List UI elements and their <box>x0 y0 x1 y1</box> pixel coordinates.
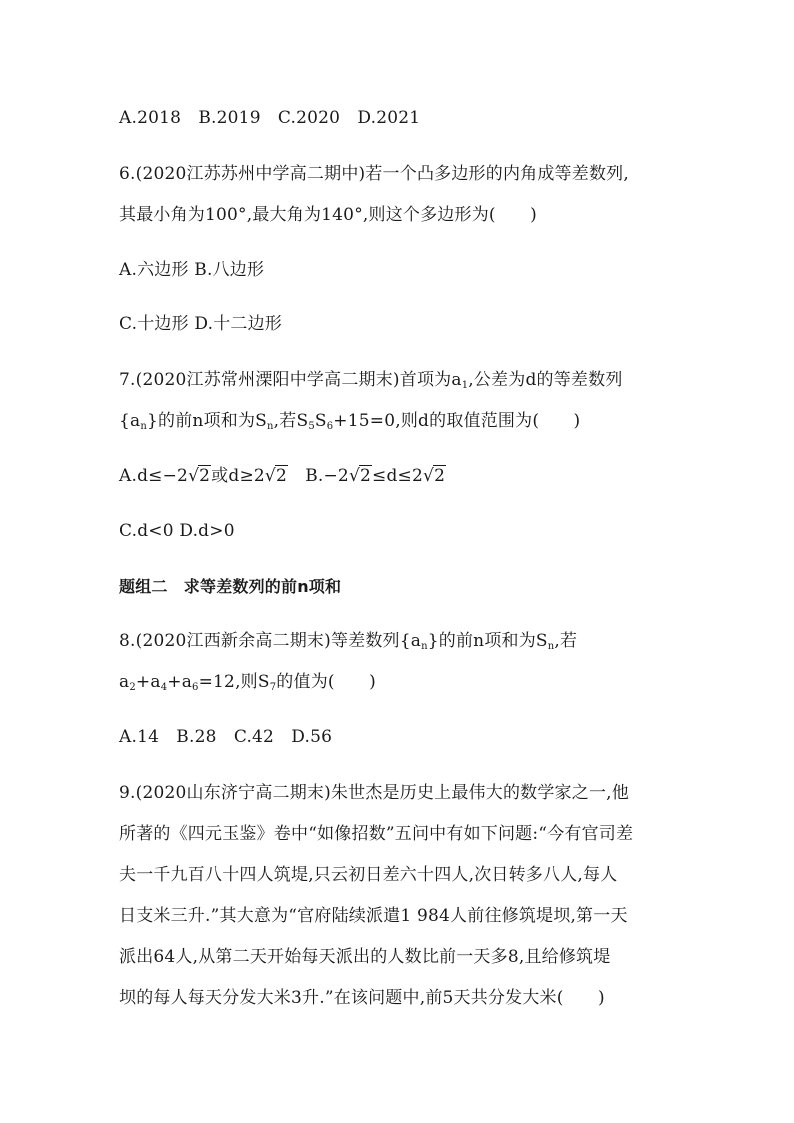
q5-options: A.2018 B.2019 C.2020 D.2021 <box>119 108 421 128</box>
q7-stem-line2: $\{a_n\}$的前n项和为$S_n$,若$S_5S_6+15=0$,则d的取值范围为( ) <box>119 411 581 432</box>
q6-options-ab: A.六边形 B.八边形 <box>119 260 265 280</box>
q6-stem-line1: 6.(2020江苏苏州中学高二期中)若一个凸多边形的内角成等差数列, <box>119 164 629 184</box>
q9-stem-line5: 派出64人,从第二天开始每天派出的人数比前一天多8,且给修筑堤 <box>119 947 611 967</box>
q9-stem-line2: 所著的《四元玉鉴》卷中“如像招数”五问中有如下问题:“今有官司差 <box>119 824 634 844</box>
q9-stem-line1: 9.(2020山东济宁高二期末)朱世杰是历史上最伟大的数学家之一,他 <box>119 783 629 803</box>
q7-options-ab: A.d≤−2√2或d≥2√2 B.−2√2≤d≤2√2 <box>119 466 446 486</box>
q7-options-cd: C.d<0 D.d>0 <box>119 521 235 541</box>
q9-stem-line4: 日支米三升.”其大意为“官府陆续派遣1 984人前往修筑堤坝,第一天 <box>119 906 628 926</box>
q8-stem-line1: 8.(2020江西新余高二期末)等差数列$\{a_n\}$的前n项和为$S_n$,若 <box>119 631 578 652</box>
q9-stem-line3: 夫一千九百八十四人筑堤,只云初日差六十四人,次日转多八人,每人 <box>119 865 618 885</box>
q7-stem-line1: 7.(2020江苏常州溧阳中学高二期末)首项为$a_1$,公差为d的等差数列 <box>119 370 623 391</box>
section-heading: 题组二 求等差数列的前n项和 <box>119 577 342 596</box>
q6-options-cd: C.十边形 D.十二边形 <box>119 314 283 334</box>
q9-stem-line6: 坝的每人每天分发大米3升.”在该问题中,前5天共分发大米( ) <box>119 988 605 1008</box>
q6-stem-line2: 其最小角为100°,最大角为140°,则这个多边形为( ) <box>119 205 537 225</box>
q8-stem-line2: $a_2+a_4+a_6=12$,则$S_7$的值为( ) <box>119 672 376 693</box>
q8-options: A.14 B.28 C.42 D.56 <box>119 727 333 747</box>
